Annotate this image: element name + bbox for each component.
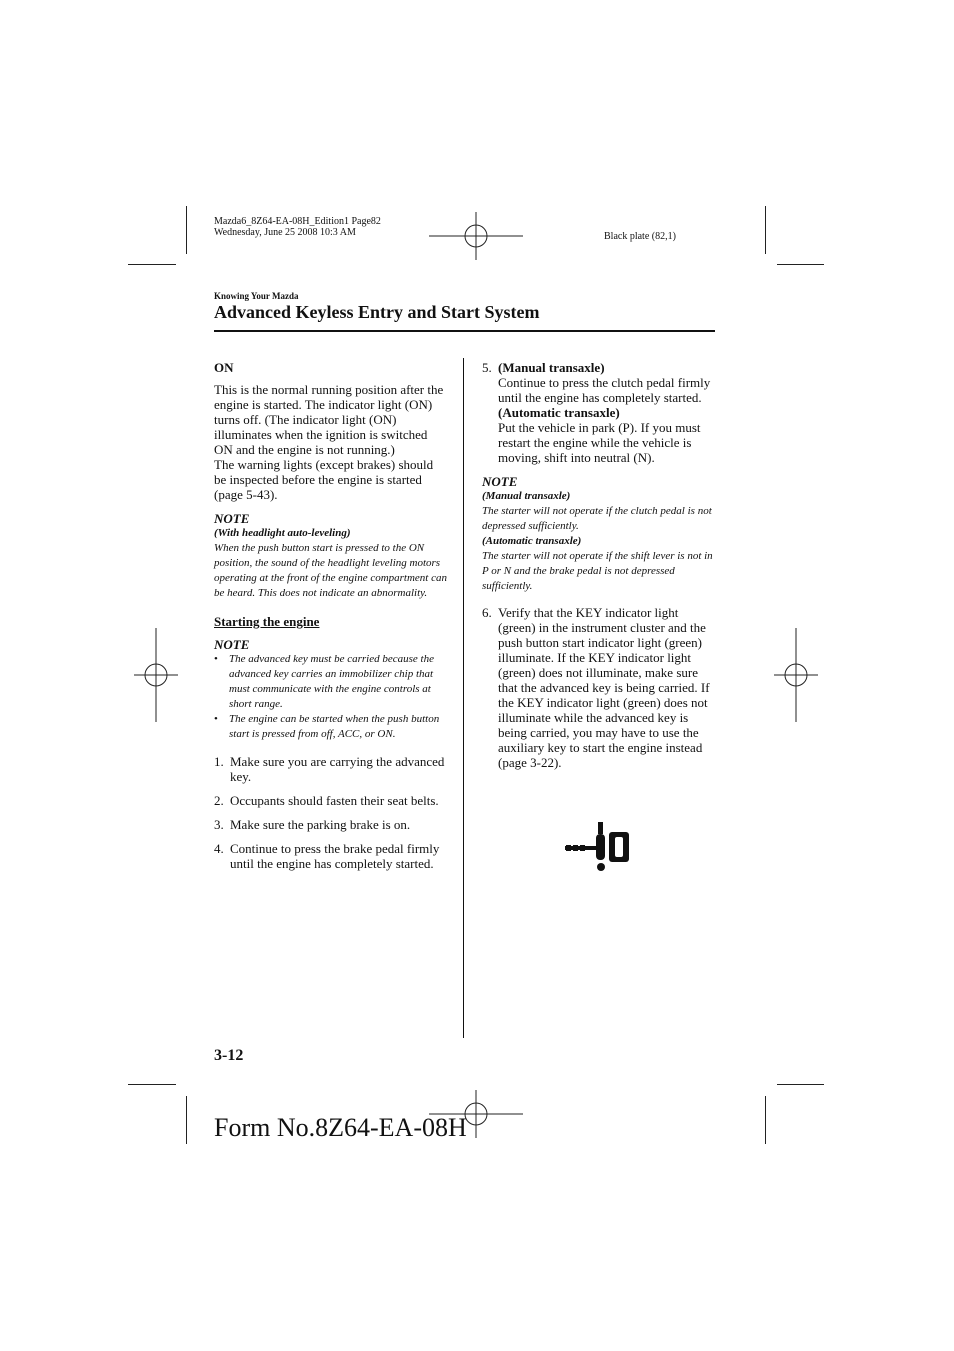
note-2-bullet: • The engine can be started when the push button start is pressed from off, ACC, or ON.: [214, 713, 440, 740]
step-5-manual-heading: (Manual transaxle): [498, 360, 605, 375]
note-3-title: NOTE: [482, 474, 518, 489]
on-text-2: The warning lights (except brakes) should be inspected before the engine is started (page 5-43).: [214, 457, 434, 502]
step-4: 4. Continue to press the brake pedal firmly until the engine has completely started.: [214, 841, 440, 871]
column-divider: [463, 358, 464, 1038]
page-number: 3-12: [214, 1047, 244, 1064]
step-5: 5. (Manual transaxle) Continue to press the clutch pedal firmly until the engine has completely started. (Automatic transaxle) Put the vehicle in park (P). If you must restart the engine while the vehicle is moving, shift into neutral (N).: [482, 360, 716, 465]
step-6: 6. Verify that the KEY indicator light (green) in the instrument cluster and the push button start indicator light (green) illuminate. If the KEY indicator light (green) does not illuminate, make sure that the advanced key is being carried. If the KEY indicator light (green) does not illuminate while the advanced key is being carried, you may have to use the auxiliary key to start the engine instead (page 3-22).: [482, 605, 716, 770]
crop-mark-bl-horizontal: [128, 1084, 176, 1085]
note-1-subhead: (With headlight auto-leveling): [214, 527, 351, 539]
on-heading: ON: [214, 360, 234, 375]
key-indicator-icon: [563, 820, 633, 872]
starting-engine-heading: Starting the engine: [214, 614, 320, 629]
note-3-auto-heading: (Automatic transaxle): [482, 535, 582, 547]
on-text: This is the normal running position after the engine is started. The indicator light (ON) turns off. (The indicator light (ON) illuminates when the ignition is switched ON and the engine is not running.): [214, 382, 444, 457]
step-3: 3. Make sure the parking brake is on.: [214, 817, 411, 832]
crop-mark-tl-vertical: [186, 206, 187, 254]
note-1-text: When the push button start is pressed to the ON position, the sound of the headlight leveling motors operating at the front of the engine compartment can be heard. This does not indicate an abnormality.: [214, 542, 447, 599]
plate-label: Black plate (82,1): [604, 231, 676, 242]
bullet-marker: •: [214, 653, 218, 665]
print-meta-line1: Mazda6_8Z64-EA-08H_Edition1 Page82: [214, 216, 381, 227]
right-column: [482, 360, 716, 770]
note-1-title: NOTE: [214, 511, 250, 526]
step-1: 1. Make sure you are carrying the advanced key.: [214, 754, 445, 784]
title-rule: [214, 330, 715, 332]
step-6-text: Verify that the KEY indicator light (green) in the instrument cluster and the push button start indicator light (green) illuminate. If the KEY indicator light (green) does not illuminate, make sure that the advanced key is being carried. If the KEY indicator light (green) does not illuminate while the advanced key is being carried, you may have to use the auxiliary key to start the engine instead (page 3-22).: [498, 605, 710, 770]
step-2: 2. Occupants should fasten their seat belts.: [214, 793, 439, 808]
note-3-auto-text: The starter will not operate if the shift lever is not in P or N and the brake pedal is not depressed sufficiently.: [482, 550, 713, 592]
step-5-auto-text: Put the vehicle in park (P). If you must restart the engine while the vehicle is moving, shift into neutral (N).: [498, 420, 701, 465]
print-meta-line2: Wednesday, June 25 2008 10:3 AM: [214, 227, 356, 238]
crop-mark-br-horizontal: [777, 1084, 824, 1085]
note-3-manual-text: The starter will not operate if the clutch pedal is not depressed sufficiently.: [482, 505, 712, 532]
print-meta: [214, 216, 381, 238]
page-title: Advanced Keyless Entry and Start System: [214, 302, 540, 322]
crop-mark-br-vertical: [765, 1096, 766, 1144]
crop-mark-tr-vertical: [765, 206, 766, 254]
note-2-bullet: • The advanced key must be carried because the advanced key carries an immobilizer chip that must communicate with the engine controls at short range.: [214, 653, 434, 710]
crop-mark-tr-horizontal: [777, 264, 824, 265]
note-3-manual-heading: (Manual transaxle): [482, 490, 571, 502]
crop-mark-bl-vertical: [186, 1096, 187, 1144]
registration-mark-left: [134, 628, 178, 722]
section-label: Knowing Your Mazda: [214, 291, 299, 301]
crop-mark-tl-horizontal: [128, 264, 176, 265]
left-column: [214, 360, 448, 871]
form-number: Form No.8Z64-EA-08H: [214, 1113, 467, 1142]
step-5-auto-heading: (Automatic transaxle): [498, 405, 620, 420]
note-2-title: NOTE: [214, 637, 250, 652]
bullet-marker: •: [214, 713, 218, 725]
step-5-manual-text: Continue to press the clutch pedal firmly until the engine has completely started.: [498, 375, 711, 405]
registration-mark-right: [774, 628, 818, 722]
registration-mark-top: [429, 212, 523, 260]
